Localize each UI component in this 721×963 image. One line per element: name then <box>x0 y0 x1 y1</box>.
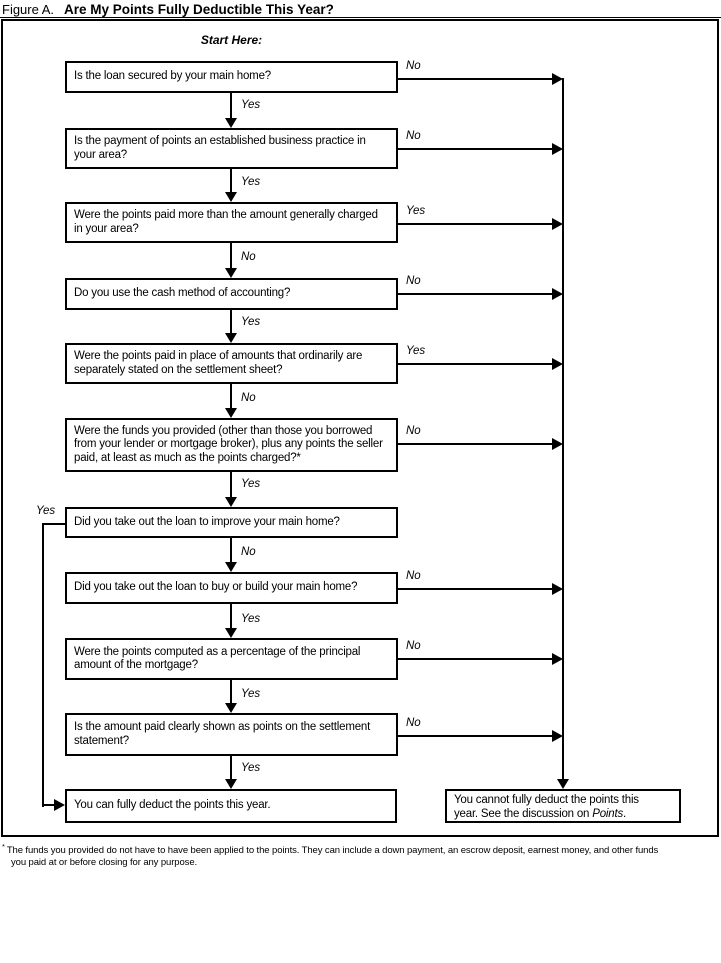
arrow-down-3 <box>230 243 232 268</box>
question-text-6: Were the funds you provided (other than those you borrowed from your lender or mortgage broker), plus any points the seller paid, at least as much as the points charged?* <box>74 424 383 464</box>
question-box-9 <box>65 638 398 680</box>
result-deductible-box <box>65 789 397 823</box>
question-box-5 <box>65 343 398 384</box>
question-text-4: Do you use the cash method of accounting? <box>74 287 291 300</box>
side-label-7: Yes <box>36 505 56 517</box>
arrow-right-1 <box>398 78 552 80</box>
arrow-right-2 <box>398 148 552 150</box>
figure-heading: Are My Points Fully Deductible This Year? <box>64 2 334 17</box>
start-here-label: Start Here: <box>200 33 263 47</box>
side-label-1: No <box>406 60 421 72</box>
down-label-5: No <box>241 392 256 404</box>
question-box-6 <box>65 418 398 472</box>
question-box-2 <box>65 128 398 169</box>
arrow-down-7 <box>230 538 232 562</box>
arrow-down-9 <box>230 680 232 703</box>
arrow-down-1 <box>230 93 232 118</box>
question-box-8 <box>65 572 398 604</box>
side-label-5: Yes <box>406 345 426 357</box>
arrow-down-4 <box>230 310 232 333</box>
title-rule <box>0 17 721 18</box>
points-reference: Points <box>592 807 624 820</box>
question-text-7: Did you take out the loan to improve your main home? <box>74 515 340 528</box>
side-label-6: No <box>406 425 421 437</box>
question-text-2: Is the payment of points an established business practice in your area? <box>74 135 366 161</box>
arrow-down-5 <box>230 384 232 408</box>
side-label-2: No <box>406 130 421 142</box>
left-branch-top-line <box>42 523 65 525</box>
down-label-9: Yes <box>241 688 261 700</box>
arrow-down-10 <box>230 756 232 779</box>
down-label-10: Yes <box>241 762 261 774</box>
footnote-line-1 <box>2 841 718 857</box>
down-label-7: No <box>241 546 256 558</box>
result-not-deductible-line2: year. See the discussion on <box>454 807 593 820</box>
question-text-5: Were the points paid in place of amounts that ordinarily are separately stated on the settlement sheet? <box>74 350 363 376</box>
footnote-marker: * <box>2 842 5 851</box>
question-box-4 <box>65 278 398 310</box>
side-label-10: No <box>406 717 421 729</box>
down-label-4: Yes <box>241 316 261 328</box>
question-text-1: Is the loan secured by your main home? <box>74 70 271 83</box>
footnote-line-2: you paid at or before closing for any purpose. <box>11 856 198 868</box>
arrow-right-6 <box>398 443 552 445</box>
arrow-right-3 <box>398 223 552 225</box>
question-box-1 <box>65 61 398 93</box>
arrow-right-4 <box>398 293 552 295</box>
footnote <box>2 841 718 868</box>
question-text-10: Is the amount paid clearly shown as points on the settlement statement? <box>74 721 371 747</box>
footnote-text-1: The funds you provided do not have to have been applied to the points. They can include a down payment, an escrow deposit, earnest money, and other funds <box>6 845 659 857</box>
side-label-9: No <box>406 640 421 652</box>
arrow-right-8 <box>398 588 552 590</box>
arrow-down-2 <box>230 169 232 192</box>
question-text-8: Did you take out the loan to buy or build your main home? <box>74 581 358 594</box>
side-label-3: Yes <box>406 205 426 217</box>
down-label-6: Yes <box>241 478 261 490</box>
question-box-3 <box>65 202 398 243</box>
flowchart-frame <box>1 19 719 837</box>
question-box-10 <box>65 713 398 756</box>
left-branch-vertical-line <box>42 523 44 807</box>
collector-line <box>562 78 564 779</box>
question-text-9: Were the points computed as a percentage of the principal amount of the mortgage? <box>74 645 361 671</box>
down-label-1: Yes <box>241 99 261 111</box>
result-not-deductible-line1: You cannot fully deduct the points this <box>454 794 639 806</box>
down-label-8: Yes <box>241 613 261 625</box>
question-box-7 <box>65 507 398 538</box>
side-label-8: No <box>406 570 421 582</box>
arrow-right-5 <box>398 363 552 365</box>
arrow-right-10 <box>398 735 552 737</box>
left-branch-arrow <box>42 804 54 806</box>
side-label-4: No <box>406 275 421 287</box>
result-not-deductible-box <box>445 789 681 823</box>
arrow-down-6 <box>230 472 232 497</box>
figure-label: Figure A. <box>2 2 55 17</box>
down-label-2: Yes <box>241 176 261 188</box>
down-label-3: No <box>241 251 256 263</box>
question-text-3: Were the points paid more than the amount generally charged in your area? <box>74 209 378 235</box>
result-deductible-text: You can fully deduct the points this year. <box>74 799 271 812</box>
result-not-deductible-period: . <box>623 807 627 820</box>
arrow-down-8 <box>230 604 232 628</box>
arrow-right-9 <box>398 658 552 660</box>
